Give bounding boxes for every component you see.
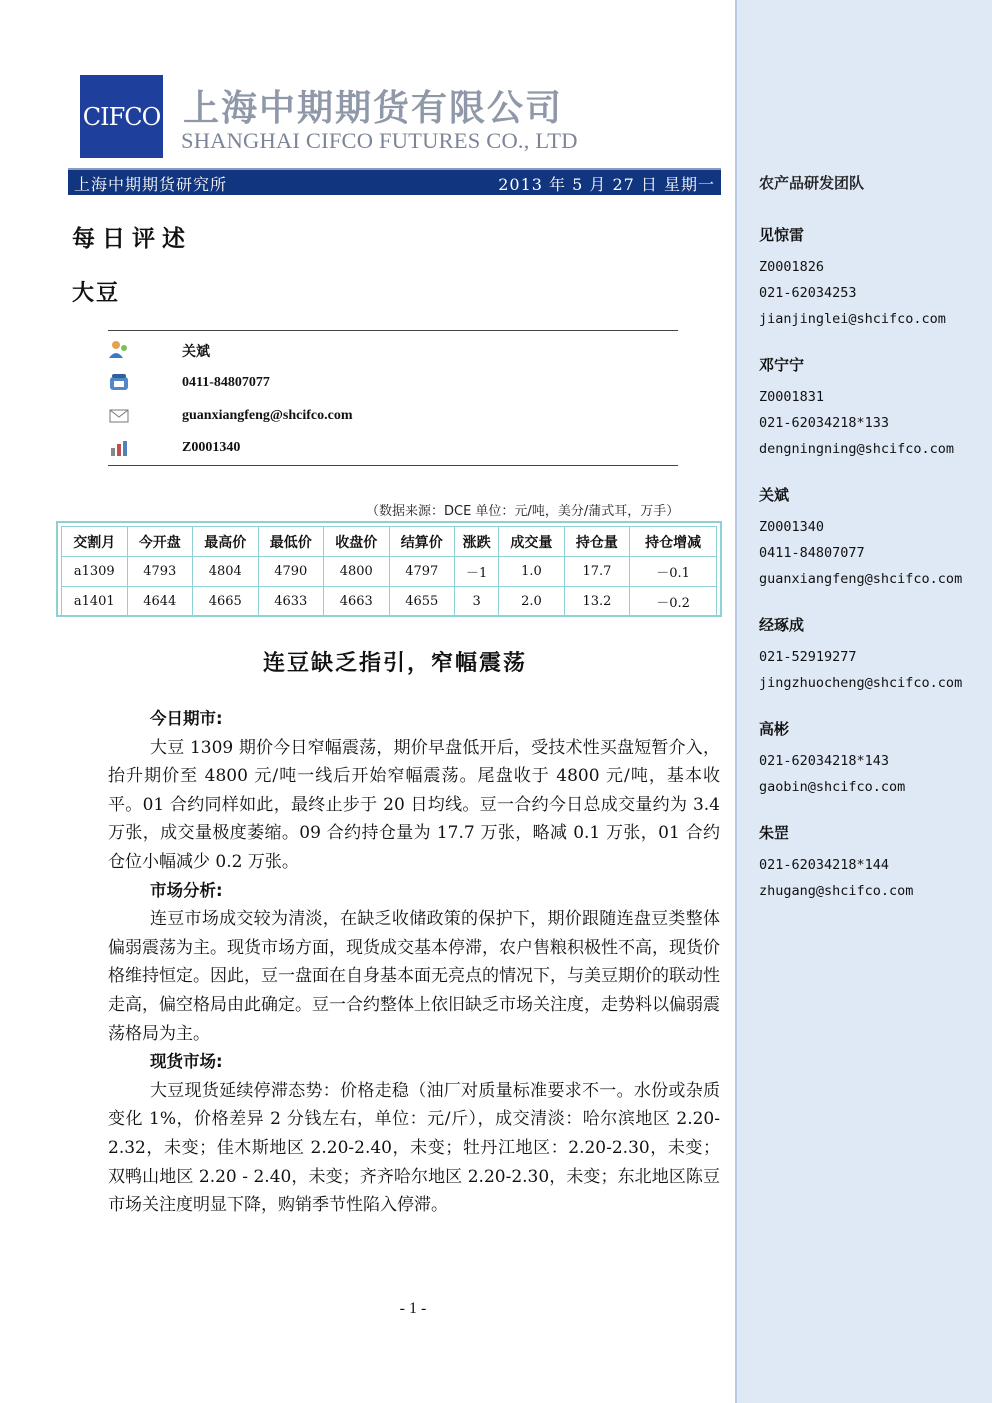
cifco-logo [80,75,163,158]
team-member [759,222,946,332]
member-license: Z0001831 [759,389,825,405]
company-name-en: SHANGHAI CIFCO FUTURES CO., LTD [181,128,578,153]
research-team-sidebar [735,0,992,1403]
table-row [62,587,717,617]
paragraph: 大豆现货延续停滞态势：价格走稳（油厂对质量标准要求不一。水份或杂质变化 1%，价格差异 2 分钱左右，单位：元/斤），成交清淡：哈尔滨地区 2.20-2.32，未变；佳木斯地区 2.20-2.40，未变；牡丹江地区：2.20-2.30，未变；双鸭山地区 2.20 - 2.40，未变；齐齐哈尔地区 2.20-2.30，未变；东北地区陈豆市场关注度明显下降，购销季节性陷入停滞。 [108,1080,720,1216]
company-name-cn: 上海中期期货有限公司 [183,88,564,129]
paragraph: 大豆 1309 期价今日窄幅震荡，期价早盘低开后，受技术性买盘短暂介入，抬升期价至 4800 元/吨一线后开始窄幅震荡。尾盘收于 4800 元/吨，基本收平。01 合约同样如此，最终止步于 20 日均线。豆一合约今日总成交量约为 3.4 万张，成交量极度萎缩。09 合约持仓量为 17.7 万张，略减 0.1 万张，01 合约仓位小幅减少 0.2 万张。 [108,737,720,872]
table-cell: －1 [455,557,499,587]
member-email[interactable]: gaobin@shcifco.com [759,779,906,795]
table-row [62,557,717,587]
col-header: 持仓量 [564,527,630,557]
report-date: 2013 年 5 月 27 日 星期一 [498,175,715,194]
col-header: 交割月 [62,527,128,557]
member-name: 高彬 [759,720,790,738]
member-license: Z0001340 [759,519,825,535]
table-cell: 17.7 [564,557,630,587]
data-source-note: （数据来源：DCE 单位：元/吨，美分/蒲式耳，万手） [366,504,680,519]
author-info [108,330,678,466]
subsection-title: 现货市场: [150,1052,223,1072]
bar-chart-icon [108,438,130,458]
col-header: 成交量 [499,527,565,557]
table-header-row [62,527,717,557]
author-email[interactable]: guanxiangfeng@shcifco.com [182,408,353,423]
col-header: 收盘价 [324,527,390,557]
member-email[interactable]: zhugang@shcifco.com [759,883,914,899]
team-member [759,482,962,592]
quotes-table [61,526,717,617]
table-cell: a1309 [62,557,128,587]
table-cell: 13.2 [564,587,630,617]
author-phone-row [108,371,678,397]
team-title: 农产品研发团队 [759,174,865,192]
member-phone: 021-62034218*143 [759,753,890,769]
member-name: 关斌 [759,486,790,504]
commodity-title: 大豆 [72,280,121,306]
member-name: 朱罡 [759,824,790,842]
table-cell: 4665 [193,587,259,617]
member-license: Z0001826 [759,259,825,275]
author-license: Z0001340 [182,440,241,455]
member-phone: 021-62034218*133 [759,415,890,431]
telephone-icon [108,373,130,393]
logo-text: CIFCO [82,102,161,131]
col-header: 最高价 [193,527,259,557]
table-cell: －0.1 [630,557,717,587]
table-cell: 4800 [324,557,390,587]
paragraph: 连豆市场成交较为清淡，在缺乏收储政策的保护下，期价跟随连盘豆类整体偏弱震荡为主。现货市场方面，现货成交基本停滞，农户售粮积极性不高，现货价格维持恒定。因此，豆一盘面在自身基本面无亮点的情况下，与美豆期价的联动性走高，偏空格局由此确定。豆一合约整体上依旧缺乏市场关注度，走势料以偏弱震荡格局为主。 [108,909,720,1044]
member-email[interactable]: jingzhuocheng@shcifco.com [759,675,963,691]
article-headline: 连豆缺乏指引，窄幅震荡 [262,650,527,676]
table-cell: 3 [455,587,499,617]
table-cell: 2.0 [499,587,565,617]
table-cell: 4804 [193,557,259,587]
table-cell: 4633 [258,587,324,617]
member-phone: 021-62034253 [759,285,857,301]
member-email[interactable]: jianjinglei@shcifco.com [759,311,946,327]
col-header: 最低价 [258,527,324,557]
member-phone: 021-62034218*144 [759,857,890,873]
table-cell: 4790 [258,557,324,587]
member-phone: 021-52919277 [759,649,857,665]
author-name-row [108,337,678,363]
team-member [759,820,913,904]
header-banner [68,168,721,195]
envelope-icon [108,406,130,426]
table-cell: 4663 [324,587,390,617]
subsection-title: 市场分析: [150,880,223,900]
member-name: 邓宁宁 [759,356,805,374]
quotes-table-frame [56,521,722,617]
team-member [759,716,905,800]
author-email-row [108,404,678,430]
section-title: 每日评述 [72,225,192,252]
article-body [108,705,720,1220]
table-cell: a1401 [62,587,128,617]
table-cell: －0.2 [630,587,717,617]
table-cell: 4655 [389,587,455,617]
table-cell: 1.0 [499,557,565,587]
member-name: 见惊雷 [759,226,805,244]
member-email[interactable]: dengningning@shcifco.com [759,441,955,457]
col-header: 结算价 [389,527,455,557]
subsection-title: 今日期市: [150,709,223,728]
institute-name: 上海中期期货研究所 [74,175,228,194]
page-number: - 1 - [399,1300,427,1317]
author-name: 关斌 [182,345,210,360]
team-member [759,352,954,462]
table-cell: 4793 [127,557,193,587]
member-phone: 0411-84807077 [759,545,865,561]
person-icon [108,339,130,359]
col-header: 持仓增减 [630,527,717,557]
member-name: 经琢成 [759,616,805,634]
member-email[interactable]: guanxiangfeng@shcifco.com [759,571,963,587]
col-header: 今开盘 [127,527,193,557]
col-header: 涨跌 [455,527,499,557]
author-phone: 0411-84807077 [182,375,270,390]
table-cell: 4797 [389,557,455,587]
table-cell: 4644 [127,587,193,617]
author-license-row [108,436,678,462]
